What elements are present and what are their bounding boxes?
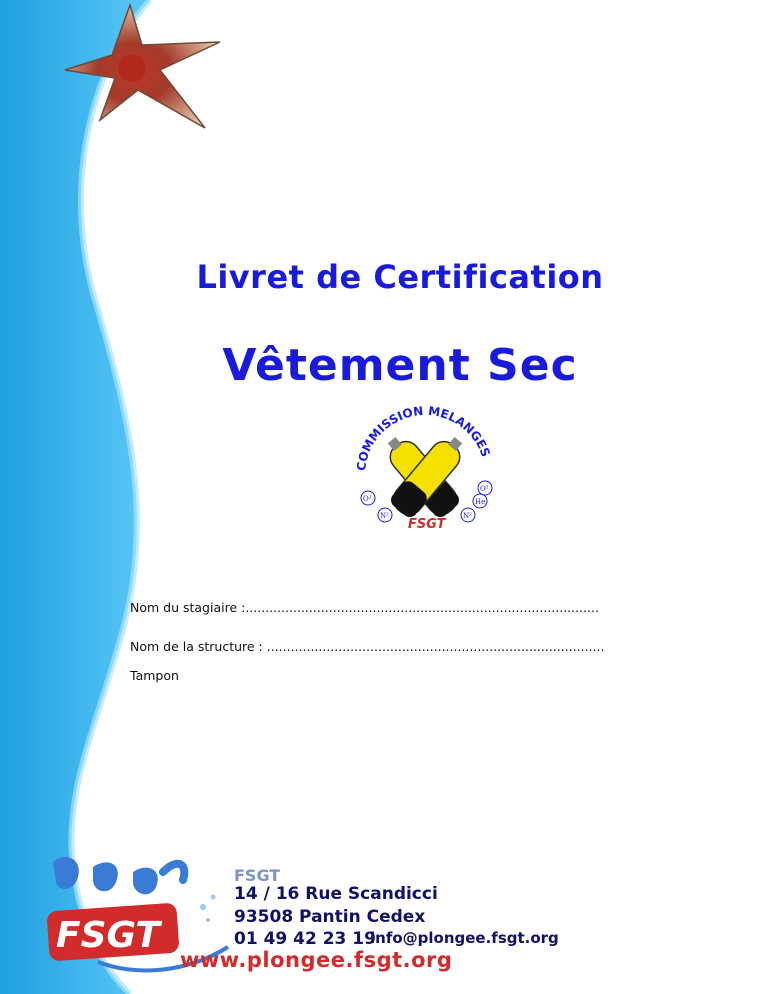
o2-right-label: O² — [480, 485, 489, 493]
starfish-image — [60, 0, 225, 135]
trainee-name-field: Nom du stagiaire :......................................................................................... — [130, 600, 599, 615]
logo-brand-text: FSGT — [408, 517, 446, 532]
fsgt-logo-text: FSGT — [56, 915, 160, 956]
document-subtitle: Vêtement Sec — [222, 340, 578, 391]
footer-org-name: FSGT — [234, 866, 281, 885]
footer-address-line1: 14 / 16 Rue Scandicci — [234, 884, 438, 904]
footer-address-line2: 93508 Pantin Cedex — [234, 907, 426, 927]
stamp-label: Tampon — [130, 668, 179, 683]
logo-ring-text: COMMISSION MELANGES — [354, 403, 493, 472]
footer-website-link[interactable]: www.plongee.fsgt.org — [180, 948, 453, 972]
commission-melanges-logo — [340, 400, 510, 550]
footer-email-link[interactable]: info@plongee.fsgt.org — [370, 929, 559, 947]
document-title: Livret de Certification — [196, 258, 604, 296]
n2-right-label: N² — [463, 512, 472, 520]
he-label: He — [475, 498, 486, 506]
structure-name-field: Nom de la structure : ..................................................................................... — [130, 639, 605, 654]
footer-phone: 01 49 42 23 19 — [234, 929, 376, 949]
n2-left-label: N² — [380, 512, 389, 520]
o2-left-label: O² — [363, 495, 372, 503]
